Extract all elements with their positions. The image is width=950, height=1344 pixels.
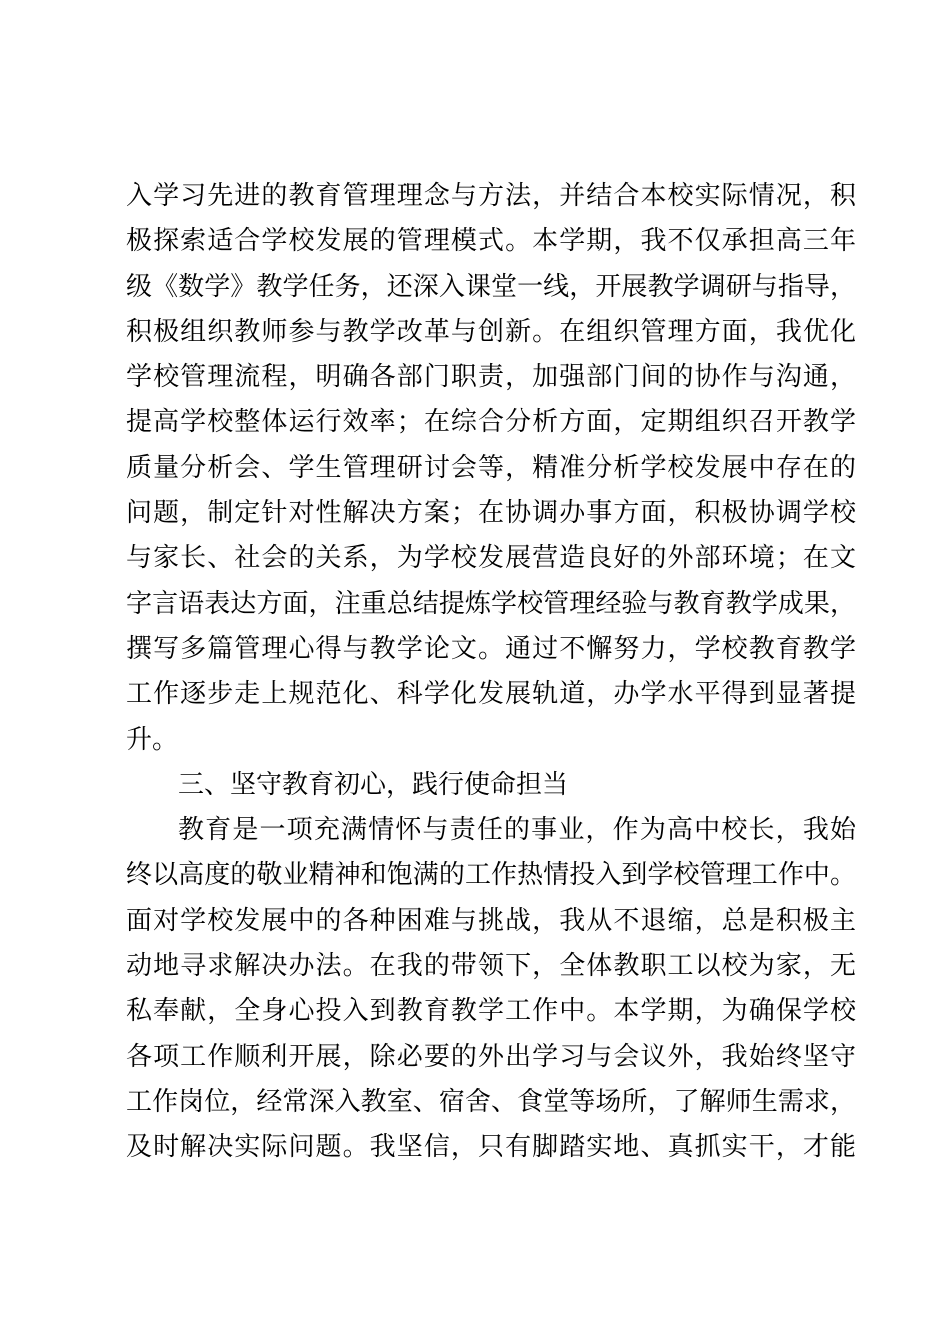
document-body xyxy=(126,174,856,1171)
section-heading: 三、坚守教育初心，践行使命担当 xyxy=(178,769,569,800)
paragraph-line: 各项工作顺利开展，除必要的外出学习与会议外，我始终坚守 xyxy=(126,1041,856,1072)
paragraph-line: 面对学校发展中的各种困难与挑战，我从不退缩，总是积极主 xyxy=(126,905,856,936)
paragraph-line: 工作岗位，经常深入教室、宿舍、食堂等场所，了解师生需求， xyxy=(126,1086,856,1117)
paragraph-line-last: 升。 xyxy=(126,724,179,755)
paragraph-line: 工作逐步走上规范化、科学化发展轨道，办学水平得到显著提 xyxy=(126,679,856,710)
paragraph-line: 终以高度的敬业精神和饱满的工作热情投入到学校管理工作中。 xyxy=(126,860,856,891)
paragraph-line: 学校管理流程，明确各部门职责，加强部门间的协作与沟通， xyxy=(126,362,856,393)
paragraph-line: 提高学校整体运行效率；在综合分析方面，定期组织召开教学 xyxy=(126,407,856,438)
paragraph-line: 质量分析会、学生管理研讨会等，精准分析学校发展中存在的 xyxy=(126,452,856,483)
paragraph-line: 字言语表达方面，注重总结提炼学校管理经验与教育教学成果， xyxy=(126,588,856,619)
paragraph-line: 及时解决实际问题。我坚信，只有脚踏实地、真抓实干，才能 xyxy=(126,1132,856,1163)
paragraph-line: 私奉献，全身心投入到教育教学工作中。本学期，为确保学校 xyxy=(126,996,856,1027)
paragraph-line: 问题，制定针对性解决方案；在协调办事方面，积极协调学校 xyxy=(126,498,856,529)
paragraph-line: 积极组织教师参与教学改革与创新。在组织管理方面，我优化 xyxy=(126,316,856,347)
paragraph-line: 与家长、社会的关系，为学校发展营造良好的外部环境；在文 xyxy=(126,543,856,574)
paragraph-line: 级《数学》教学任务，还深入课堂一线，开展教学调研与指导， xyxy=(126,271,856,302)
paragraph-line: 极探索适合学校发展的管理模式。本学期，我不仅承担高三年 xyxy=(126,226,856,257)
paragraph-line-first: 教育是一项充满情怀与责任的事业，作为高中校长，我始 xyxy=(178,815,856,846)
paragraph-line: 撰写多篇管理心得与教学论文。通过不懈努力，学校教育教学 xyxy=(126,633,856,664)
paragraph-line: 动地寻求解决办法。在我的带领下，全体教职工以校为家，无 xyxy=(126,951,856,982)
paragraph-line: 入学习先进的教育管理理念与方法，并结合本校实际情况，积 xyxy=(126,181,856,211)
